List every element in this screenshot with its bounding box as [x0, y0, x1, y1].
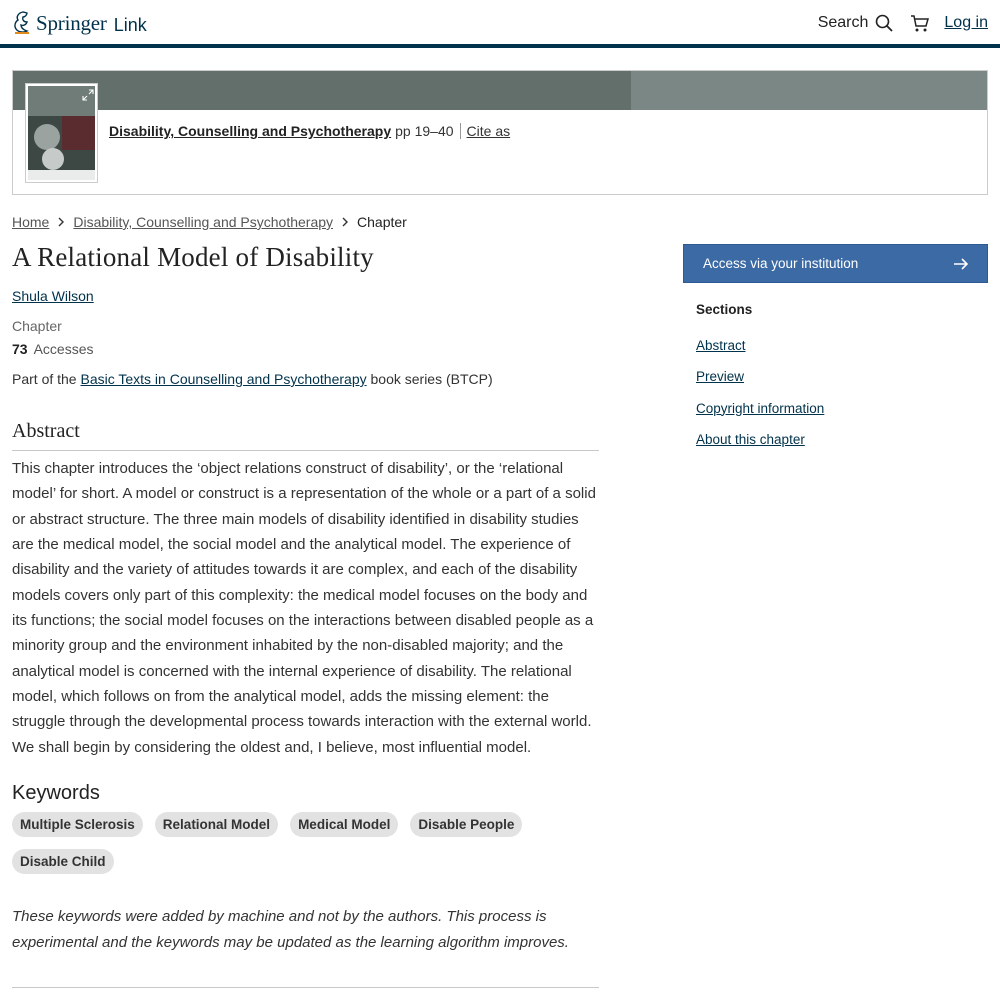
divider	[12, 450, 599, 451]
section-link-abstract[interactable]: Abstract	[696, 338, 746, 353]
sections-heading: Sections	[696, 302, 753, 317]
sections-nav-item	[696, 401, 824, 432]
logo-springer-text: Springer	[36, 11, 107, 35]
cover-bottom	[28, 170, 95, 180]
abstract-text: This chapter introduces the ‘object relations construct of disability’, or the ‘relational model’ for short. A model or construct is a representation of the whole or a part of a solid or abstract structure. The three main models of disability identified in disability studies are the medical model, the social model and the analytical model. The experience of disability and the variety of attitudes towards it are complex, and each of the disability models covers only part of this complexity: the medical model focuses on the body and its functions; the social model focuses on the interactions between disabled people as a minority group and the environment inhabited by the non-disabled majority; and the analytical model is concerned with the internal experience of disability. The relational model, which follows on from the analytical model, adds the missing element: the struggle through the developmental process towards interaction with the external world. We shall begin by considering the oldest and, I believe, most influential model.	[12, 460, 596, 756]
accesses-count: 73	[12, 341, 28, 357]
cover-circle-2	[42, 148, 64, 170]
book-banner	[12, 70, 988, 195]
divider	[460, 123, 461, 139]
springer-link-logo[interactable]	[12, 10, 147, 36]
chevron-right-icon	[57, 217, 65, 227]
keyword-pill: Disable People	[410, 812, 522, 837]
keyword-pill: Disable Child	[12, 849, 114, 874]
divider	[12, 987, 599, 988]
login-link[interactable]: Log in	[944, 14, 988, 31]
section-link-about[interactable]: About this chapter	[696, 431, 805, 447]
keyword-pill: Medical Model	[290, 812, 398, 837]
breadcrumb-current: Chapter	[357, 214, 407, 230]
abstract-heading: Abstract	[12, 420, 80, 442]
breadcrumb-home[interactable]: Home	[12, 214, 50, 230]
section-link-preview[interactable]: Preview	[696, 369, 745, 385]
arrow-right-icon	[953, 257, 969, 271]
page-title: A Relational Model of Disability	[12, 242, 374, 272]
sections-nav-item	[696, 432, 824, 463]
access-via-institution-button[interactable]	[683, 244, 988, 283]
series-info	[12, 371, 493, 387]
cart-icon[interactable]	[910, 13, 930, 33]
sections-nav-item	[696, 338, 824, 369]
series-suffix: book series (BTCP)	[366, 371, 493, 387]
search-button-label[interactable]: Search	[817, 14, 869, 31]
accesses-metric	[12, 341, 94, 357]
logo-link-text: Link	[113, 15, 147, 35]
cover-band	[62, 116, 97, 150]
accesses-label: Accesses	[33, 341, 94, 357]
cover-circle	[34, 124, 60, 150]
author-link[interactable]: Shula Wilson	[12, 288, 94, 304]
breadcrumb-book[interactable]: Disability, Counselling and Psychotherapy	[73, 214, 334, 230]
sections-nav	[696, 338, 824, 463]
site-header	[0, 0, 1000, 48]
book-pages: pp 19–40	[395, 123, 454, 139]
cite-as-link[interactable]: Cite as	[466, 123, 511, 139]
book-cover-image[interactable]	[26, 84, 97, 182]
keyword-pill: Multiple Sclerosis	[12, 812, 143, 837]
series-prefix: Part of the	[12, 371, 81, 387]
banner-strip-dark	[13, 71, 631, 110]
section-link-copyright[interactable]: Copyright information	[696, 400, 825, 416]
springer-horse-icon	[12, 10, 32, 36]
keyword-pill: Relational Model	[155, 812, 278, 837]
breadcrumb	[12, 214, 407, 230]
book-title-link[interactable]: Disability, Counselling and Psychotherapy	[109, 123, 392, 139]
access-button-label: Access via your institution	[703, 256, 859, 271]
expand-icon[interactable]	[82, 89, 94, 101]
keywords-note: These keywords were added by machine and not by the authors. This process is experimental and the keywords may be updated as the learning algorithm improves.	[12, 908, 569, 951]
chevron-right-icon	[341, 217, 349, 227]
series-link[interactable]: Basic Texts in Counselling and Psychotherapy	[80, 371, 367, 387]
content-type: Chapter	[12, 318, 62, 334]
keywords-list	[12, 812, 522, 837]
keywords-heading: Keywords	[12, 782, 100, 804]
book-info-line	[109, 123, 510, 139]
sections-nav-item	[696, 369, 824, 400]
search-icon[interactable]	[874, 13, 894, 33]
keywords-list-row-2	[12, 849, 114, 874]
